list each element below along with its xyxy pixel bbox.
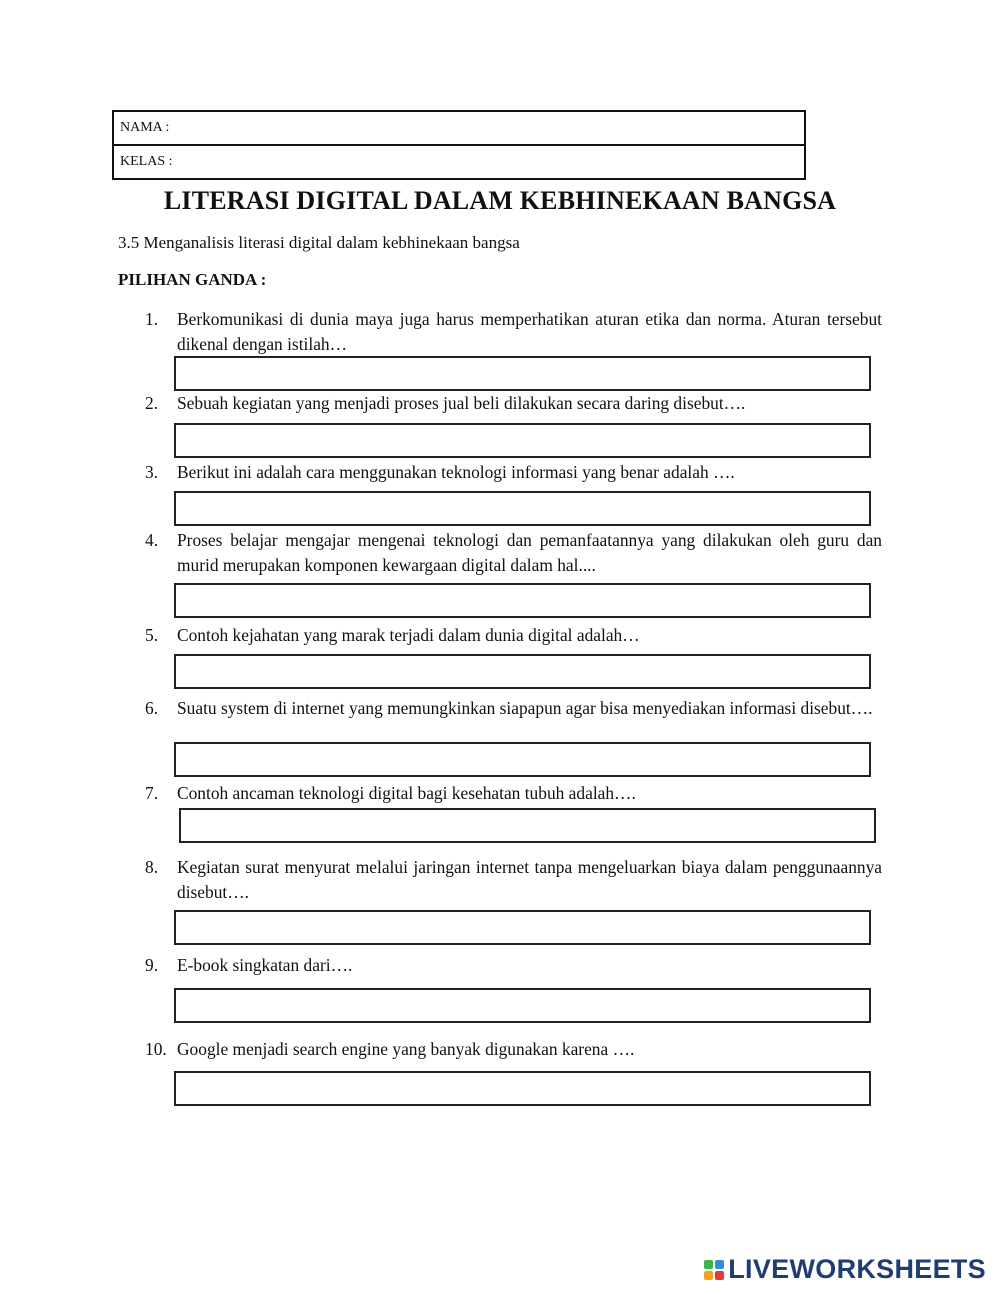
question-text: Sebuah kegiatan yang menjadi proses jual beli dilakukan secara daring disebut…. (177, 393, 746, 413)
question-number: 2. (145, 393, 159, 413)
question-6 (145, 696, 882, 721)
question-number: 6. (145, 698, 159, 718)
answer-box-9[interactable] (174, 988, 871, 1023)
answer-box-3[interactable] (174, 491, 871, 526)
question-number: 1. (145, 309, 159, 329)
question-number: 4. (145, 530, 159, 550)
question-3 (145, 460, 882, 485)
question-5 (145, 623, 882, 648)
answer-box-4[interactable] (174, 583, 871, 618)
question-number: 10. (145, 1039, 167, 1059)
answer-box-6[interactable] (174, 742, 871, 777)
nama-field (112, 110, 806, 146)
competency-subtitle: 3.5 Menganalisis literasi digital dalam kebhinekaan bangsa (118, 233, 520, 252)
liveworksheets-logo (704, 1254, 986, 1285)
kelas-label: KELAS : (120, 154, 173, 169)
answer-box-10[interactable] (174, 1071, 871, 1106)
logo-square-orange (704, 1271, 713, 1280)
logo-square-green (704, 1260, 713, 1269)
answer-box-5[interactable] (174, 654, 871, 689)
logo-square-blue (715, 1260, 724, 1269)
logo-square-red (715, 1271, 724, 1280)
question-number: 9. (145, 955, 159, 975)
question-text: Contoh ancaman teknologi digital bagi kesehatan tubuh adalah…. (177, 783, 636, 803)
question-2 (145, 391, 882, 416)
logo-text: LIVEWORKSHEETS (728, 1254, 986, 1284)
answer-box-7[interactable] (179, 808, 876, 843)
question-1 (145, 307, 882, 357)
question-number: 3. (145, 462, 159, 482)
question-4 (145, 528, 882, 578)
section-heading: PILIHAN GANDA : (118, 270, 267, 289)
question-text: Suatu system di internet yang memungkinkan siapapun agar bisa menyediakan informasi disebut…. (177, 698, 873, 718)
answer-box-8[interactable] (174, 910, 871, 945)
question-10 (145, 1037, 882, 1062)
liveworksheets-logo-icon (704, 1260, 724, 1280)
question-text: Google menjadi search engine yang banyak digunakan karena …. (177, 1039, 635, 1059)
nama-label: NAMA : (120, 120, 170, 135)
page-title: LITERASI DIGITAL DALAM KEBHINEKAAN BANGSA (163, 186, 837, 215)
question-number: 8. (145, 857, 159, 877)
question-9 (145, 953, 882, 978)
answer-box-2[interactable] (174, 423, 871, 458)
answer-box-1[interactable] (174, 356, 871, 391)
question-text: Berkomunikasi di dunia maya juga harus memperhatikan aturan etika dan norma. Aturan tersebut dikenal dengan istilah… (177, 309, 882, 354)
question-number: 7. (145, 783, 159, 803)
question-text: Proses belajar mengajar mengenai teknologi dan pemanfaatannya yang dilakukan oleh guru dan murid merupakan komponen kewargaan digital dalam hal.... (177, 530, 882, 575)
question-7 (145, 781, 882, 806)
kelas-field (112, 144, 806, 180)
question-number: 5. (145, 625, 159, 645)
question-text: Contoh kejahatan yang marak terjadi dalam dunia digital adalah… (177, 625, 640, 645)
question-8 (145, 855, 882, 905)
question-text: E-book singkatan dari…. (177, 955, 353, 975)
question-text: Berikut ini adalah cara menggunakan teknologi informasi yang benar adalah …. (177, 462, 735, 482)
question-text: Kegiatan surat menyurat melalui jaringan internet tanpa mengeluarkan biaya dalam penggunaannya disebut…. (177, 857, 882, 902)
